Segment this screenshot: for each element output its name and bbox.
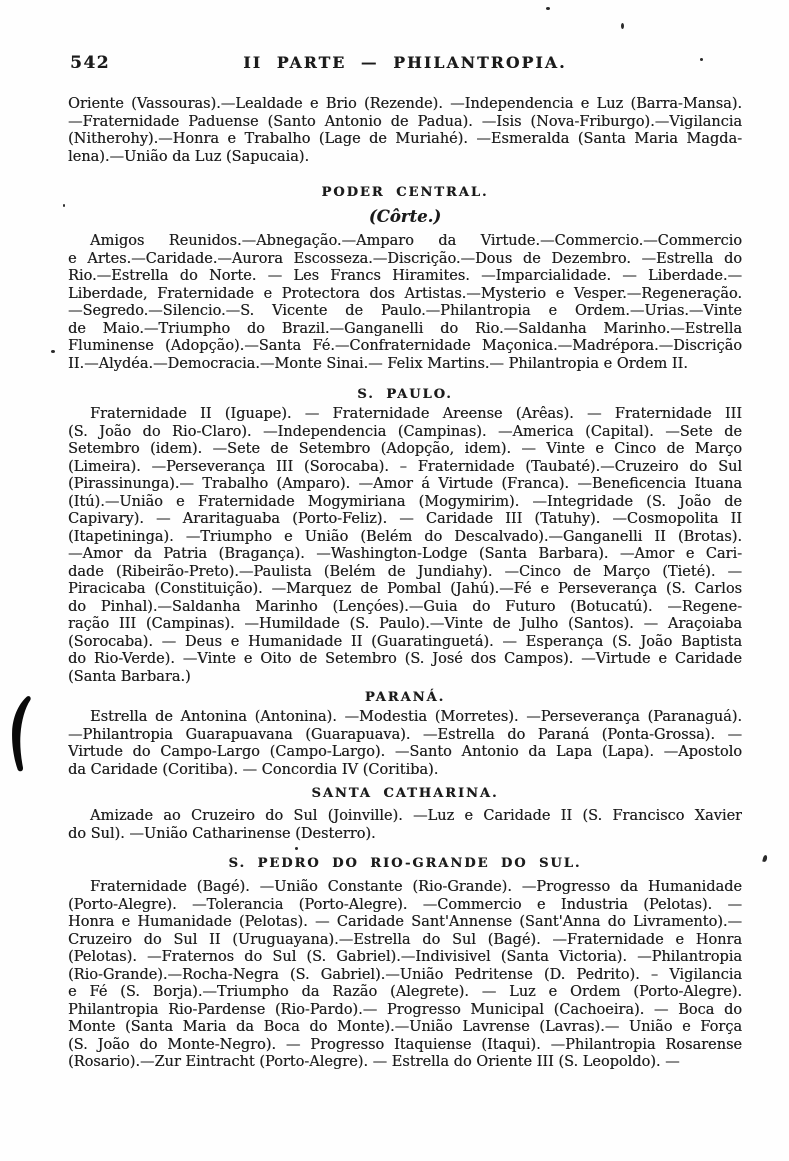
text-line: Estrella de Antonina (Antonina). —Modestia (Morretes). —Perseverança (Paranaguá). — [90, 709, 742, 725]
text-line: Cruzeiro do Sul II (Uruguayana).—Estrella do Sul (Bagé). —Fraternidade e Honra — [68, 931, 742, 948]
text-line: Virtude do Campo-Largo (Campo-Largo). —Santo Antonio da Lapa (Lapa). —Apostolo — [68, 744, 742, 760]
text-line: (S. João do Monte-Negro). — Progresso Itaquiense (Itaqui). —Philantropia Rosarense — [68, 1036, 742, 1053]
text-line: (Pirassinunga).— Trabalho (Amparo). —Amor á Virtude (Franca). —Beneficencia Ituana — [68, 476, 742, 492]
text-line: Fraternidade II (Iguape). — Fraternidade Areense (Arêas). — Fraternidade III — [90, 406, 742, 422]
text-line: Fraternidade (Bagé). —União Constante (Rio-Grande). —Progresso da Humanidade — [90, 879, 742, 895]
text-line: —Segredo.—Silencio.—S. Vicente de Paulo.—Philantropia e Ordem.—Urias.—Vinte — [68, 303, 742, 319]
text-line: II.—Alydéa.—Democracia.—Monte Sinai.— Felix Martins.— Philantropia e Ordem II. — [68, 355, 688, 372]
text-line: Amizade ao Cruzeiro do Sul (Joinville). —Luz e Caridade II (S. Francisco Xavier — [90, 808, 742, 824]
text-line: Amigos Reunidos.—Abnegação.—Amparo da Virtude.—Commercio.—Commercio — [90, 233, 742, 249]
text-line: e Fé (S. Borja).—Triumpho da Razão (Alegrete). — Luz e Ordem (Porto-Alegre). — [68, 984, 742, 1000]
text-line: (Rosario).—Zur Eintracht (Porto-Alegre). — Estrella do Oriente III (S. Leopoldo). — — [68, 1054, 680, 1070]
text-line: Capivary). — Araritaguaba (Porto-Feliz). — Caridade III (Tatuhy). —Cosmopolita II — [68, 511, 742, 527]
text-line: lena).—União da Luz (Sapucaia). — [68, 148, 310, 165]
text-line: (Santa Barbara.) — [68, 668, 191, 685]
section-heading: PODER CENTRAL. — [321, 185, 489, 200]
text-line: (Itapetininga). —Triumpho e União (Belém do Descalvado).—Ganganelli II (Brotas). — [68, 528, 742, 545]
section-heading: PARANÁ. — [364, 690, 446, 705]
text-line: (Itú).—União e Fraternidade Mogymiriana (Mogymirim). —Integridade (S. João de — [68, 493, 742, 510]
paragraph — [68, 808, 742, 843]
ink-blot-artifact — [10, 695, 34, 775]
section-heading: SANTA CATHARINA. — [311, 786, 499, 801]
text-line: do Pinhal).—Saldanha Marinho (Lençóes).—Guia do Futuro (Botucatú). —Regene- — [68, 598, 742, 615]
text-line: —Philantropia Guarapuavana (Guarapuava). —Estrella do Paraná (Ponta-Grossa). — — [68, 726, 742, 743]
text-line: —Amor da Patria (Bragança). —Washington-Lodge (Santa Barbara). —Amor e Cari- — [68, 546, 742, 562]
paragraph — [68, 879, 742, 1072]
text-line: (Limeira). —Perseverança III (Sorocaba). – Fraternidade (Taubaté).—Cruzeiro do Sul — [68, 458, 742, 475]
text-line: (Porto-Alegre). —Tolerancia (Porto-Alegre). —Commercio e Industria (Pelotas). — — [68, 896, 742, 913]
ink-speck — [63, 204, 65, 207]
text-line: (Sorocaba). — Deus e Humanidade II (Guaratinguetá). — Esperança (S. João Baptista — [68, 633, 742, 650]
ink-speck — [621, 23, 624, 29]
running-title: II PARTE — PHILANTROPIA. — [243, 53, 567, 72]
ink-speck — [51, 350, 55, 353]
text-line: da Caridade (Coritiba). — Concordia IV (Coritiba). — [68, 761, 439, 778]
text-line: dade (Ribeirão-Preto).—Paulista (Belém de Jundiahy). —Cinco de Março (Tieté). — — [68, 563, 742, 580]
text-line: Piracicaba (Constituição). —Marquez de Pombal (Jahú).—Fé e Perseverança (S. Carlos — [68, 581, 742, 597]
text-line: Rio.—Estrella do Norte. — Les Francs Hiramites. —Imparcialidade. — Liberdade.— — [68, 268, 742, 284]
paragraph — [68, 709, 742, 779]
text-line: Fluminense (Adopção).—Santa Fé.—Confraternidade Maçonica.—Madrépora.—Discrição — [68, 338, 742, 354]
text-line: Setembro (idem). —Sete de Setembro (Adopção, idem). — Vinte e Cinco de Março — [68, 441, 742, 457]
ink-speck — [295, 847, 298, 850]
page-number: 542 — [70, 53, 110, 73]
text-line: de Maio.—Triumpho do Brazil.—Ganganelli do Rio.—Saldanha Marinho.—Estrella — [68, 320, 742, 337]
page-header — [68, 53, 742, 75]
text-line: (S. João do Rio-Claro). —Independencia (Campinas). —America (Capital). —Sete de — [68, 423, 742, 440]
section-heading: S. PAULO. — [357, 387, 453, 402]
text-line: Liberdade, Fraternidade e Protectora dos Artistas.—Mysterio e Vesper.—Regeneração. — [68, 285, 742, 302]
paragraph — [68, 96, 742, 166]
section-heading: S. PEDRO DO RIO-GRANDE DO SUL. — [228, 856, 582, 871]
text-line: Oriente (Vassouras).—Lealdade e Brio (Rezende). —Independencia e Luz (Barra-Mansa). — [68, 96, 742, 112]
text-line: (Pelotas). —Fraternos do Sul (S. Gabriel).—Indivisivel (Santa Victoria). —Philantropia — [68, 949, 742, 965]
text-line: do Sul). —União Catharinense (Desterro). — [68, 825, 376, 842]
paragraph — [68, 406, 742, 686]
text-line: Monte (Santa Maria da Boca do Monte).—União Lavrense (Lavras).— União e Força — [68, 1019, 742, 1035]
text-line: e Artes.—Caridade.—Aurora Escosseza.—Discrição.—Dous de Dezembro. —Estrella do — [68, 250, 742, 267]
ink-speck-comma — [762, 855, 768, 863]
text-line: Honra e Humanidade (Pelotas). — Caridade Sant'Annense (Sant'Anna do Livramento).— — [68, 914, 742, 930]
text-line: do Rio-Verde). —Vinte e Oito de Setembro (S. José dos Campos). —Virtude e Caridade — [68, 651, 742, 667]
text-line: (Rio-Grande).—Rocha-Negra (S. Gabriel).—União Pedritense (D. Pedrito). – Vigilancia — [68, 966, 742, 983]
ink-speck — [700, 58, 703, 61]
text-line: —Fraternidade Paduense (Santo Antonio de Padua). —Isis (Nova-Friburgo).—Vigilancia — [68, 113, 742, 130]
text-line: (Nitherohy).—Honra e Trabalho (Lage de Muriahé). —Esmeralda (Santa Maria Magda- — [68, 131, 742, 147]
paragraph — [68, 233, 742, 373]
ink-speck — [546, 7, 550, 10]
text-line: Philantropia Rio-Pardense (Rio-Pardo).— Progresso Municipal (Cachoeira). — Boca do — [68, 1001, 742, 1018]
section-subheading: (Côrte.) — [368, 207, 442, 226]
text-line: ração III (Campinas). —Humildade (S. Paulo).—Vinte de Julho (Santos). — Araçoiaba — [68, 616, 742, 632]
